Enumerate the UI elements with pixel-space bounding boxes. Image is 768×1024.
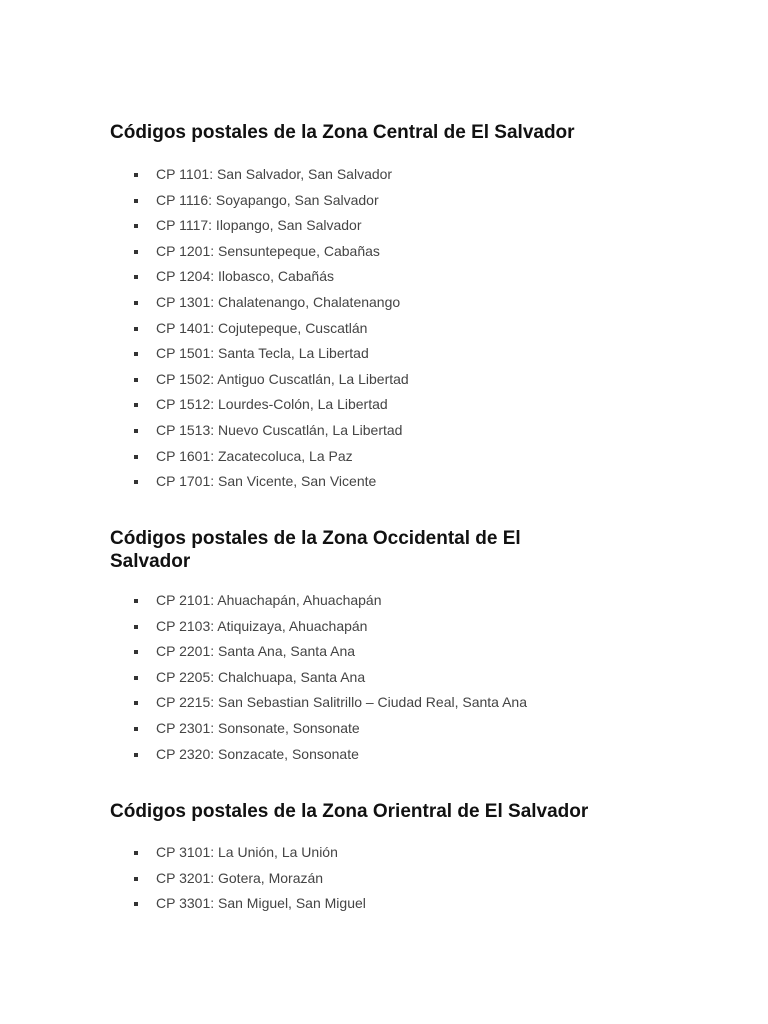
section-title: Códigos postales de la Zona Orientral de El Salvador (110, 801, 589, 822)
list-item-text: CP 2301: Sonsonate, Sonsonate (156, 719, 360, 736)
list-item-text: CP 2215: San Sebastian Salitrillo – Ciudad Real, Santa Ana (156, 694, 527, 711)
list-item-text: CP 1512: Lourdes-Colón, La Libertad (156, 396, 388, 413)
list-item (110, 840, 670, 866)
square-bullet-icon (134, 327, 138, 331)
square-bullet-icon (134, 275, 138, 279)
list-item-text: CP 1201: Sensuntepeque, Cabañas (156, 242, 380, 259)
list-item (110, 264, 670, 290)
square-bullet-icon (134, 727, 138, 731)
list-item (110, 614, 670, 640)
section-zona-occidental (110, 527, 670, 767)
list-item-text: CP 1513: Nuevo Cuscatlán, La Libertad (156, 421, 403, 438)
list-item-text: CP 3201: Gotera, Morazán (156, 869, 324, 886)
list-item (110, 716, 670, 742)
list-item (110, 690, 670, 716)
square-bullet-icon (134, 378, 138, 382)
square-bullet-icon (134, 701, 138, 705)
square-bullet-icon (134, 250, 138, 254)
square-bullet-icon (134, 851, 138, 855)
list-item-text: CP 2320: Sonzacate, Sonsonate (156, 745, 359, 762)
list-item (110, 239, 670, 265)
list-item (110, 316, 670, 342)
list-item-text: CP 2205: Chalchuapa, Santa Ana (156, 668, 366, 685)
list-item (110, 444, 670, 470)
list-item (110, 341, 670, 367)
postal-code-list (110, 588, 670, 767)
square-bullet-icon (134, 301, 138, 305)
square-bullet-icon (134, 676, 138, 680)
square-bullet-icon (134, 199, 138, 203)
list-item-text: CP 1204: Ilobasco, Cabañás (156, 268, 334, 285)
list-item-text: CP 1701: San Vicente, San Vicente (156, 473, 377, 490)
square-bullet-icon (134, 650, 138, 654)
list-item (110, 188, 670, 214)
list-item (110, 469, 670, 495)
section-title: Códigos postales de la Zona Central de El Salvador (110, 122, 575, 143)
list-item-text: CP 1501: Santa Tecla, La Libertad (156, 345, 369, 362)
list-item (110, 866, 670, 892)
square-bullet-icon (134, 352, 138, 356)
list-item-text: CP 1301: Chalatenango, Chalatenango (156, 293, 401, 310)
section-title-line-2: Salvador (110, 551, 191, 572)
list-item (110, 418, 670, 444)
list-item-text: CP 2101: Ahuachapán, Ahuachapán (156, 592, 382, 608)
square-bullet-icon (134, 224, 138, 228)
section-zona-oriental (110, 800, 670, 917)
list-item-text: CP 1401: Cojutepeque, Cuscatlán (156, 319, 368, 336)
list-item-text: CP 1502: Antiguo Cuscatlán, La Libertad (156, 370, 409, 387)
list-item-text: CP 3101: La Unión, La Unión (156, 844, 338, 860)
square-bullet-icon (134, 480, 138, 484)
square-bullet-icon (134, 403, 138, 407)
list-item (110, 162, 670, 188)
postal-code-list (110, 162, 670, 495)
list-item-text: CP 1116: Soyapango, San Salvador (156, 191, 379, 208)
square-bullet-icon (134, 173, 138, 177)
list-item-text: CP 1601: Zacatecoluca, La Paz (156, 447, 353, 464)
list-item (110, 392, 670, 418)
list-item-text: CP 2201: Santa Ana, Santa Ana (156, 643, 356, 660)
list-item (110, 665, 670, 691)
square-bullet-icon (134, 753, 138, 757)
list-item (110, 290, 670, 316)
section-title-line-1: Códigos postales de la Zona Occidental de El (110, 528, 521, 549)
list-item (110, 213, 670, 239)
postal-code-list (110, 840, 670, 917)
list-item (110, 367, 670, 393)
section-title (110, 527, 670, 573)
square-bullet-icon (134, 599, 138, 603)
list-item-text: CP 2103: Atiquizaya, Ahuachapán (156, 617, 368, 634)
list-item (110, 742, 670, 768)
section-zona-central (110, 121, 670, 495)
square-bullet-icon (134, 625, 138, 629)
list-item (110, 639, 670, 665)
square-bullet-icon (134, 455, 138, 459)
list-item-text: CP 1117: Ilopango, San Salvador (156, 217, 362, 234)
square-bullet-icon (134, 429, 138, 433)
list-item (110, 891, 670, 917)
square-bullet-icon (134, 902, 138, 906)
square-bullet-icon (134, 877, 138, 881)
list-item (110, 588, 670, 614)
list-item-text: CP 3301: San Miguel, San Miguel (156, 895, 366, 912)
list-item-text: CP 1101: San Salvador, San Salvador (156, 166, 393, 182)
